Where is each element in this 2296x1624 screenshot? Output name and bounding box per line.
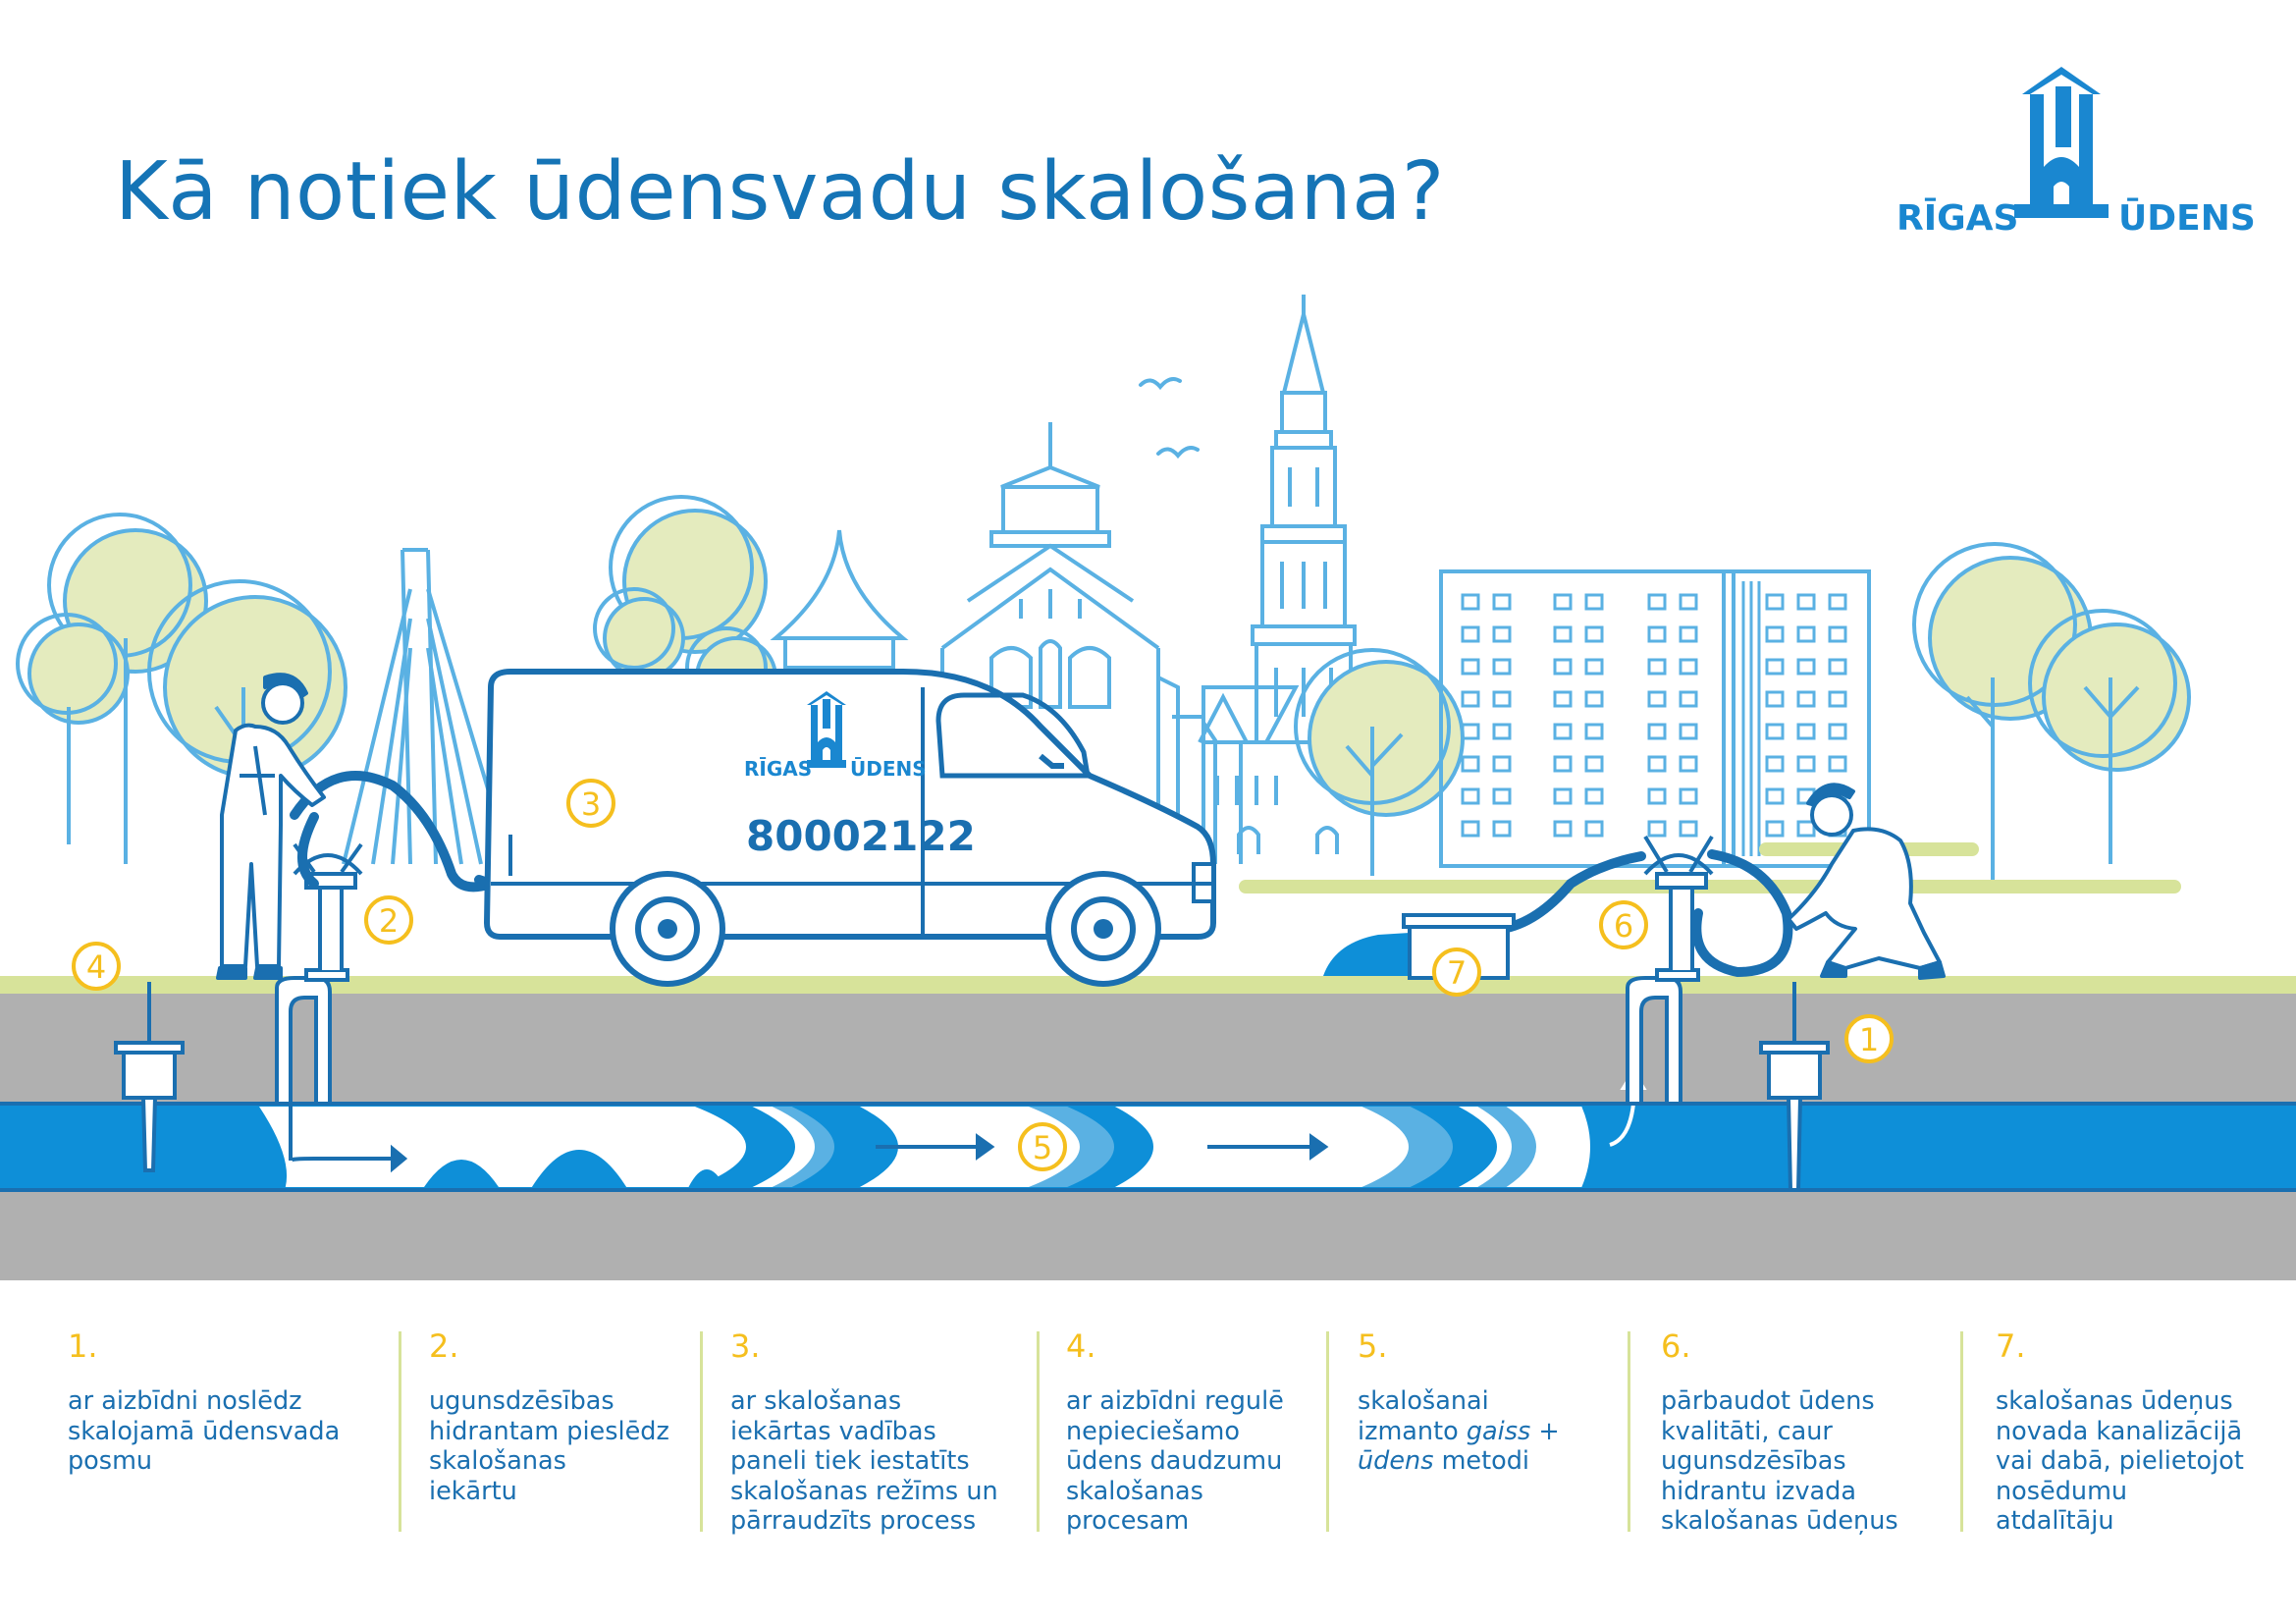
window-icon — [1830, 692, 1845, 706]
window-icon — [1494, 822, 1510, 836]
window-icon — [1463, 595, 1478, 609]
window-icon — [1586, 725, 1602, 738]
window-icon — [1555, 595, 1571, 609]
step-description: skalošanai izmanto gaiss + ūdens metodi — [1358, 1386, 1560, 1476]
window-icon — [1494, 757, 1510, 771]
window-icon — [1681, 692, 1696, 706]
bird-icon — [1141, 379, 1198, 456]
window-icon — [1649, 627, 1665, 641]
window-icon — [1463, 627, 1478, 641]
step-description: ar aizbīdni regulē nepieciešamo ūdens daudzumu skalošanas procesam — [1066, 1386, 1284, 1536]
step-marker-2 — [366, 897, 411, 943]
step-number: 7. — [1996, 1327, 2026, 1365]
window-icon — [1463, 692, 1478, 706]
ground-upper — [0, 994, 2296, 1104]
logo-text-right: ŪDENS — [2118, 198, 2256, 239]
step-description: ar skalošanas iekārtas vadības paneli tiek iestatīts skalošanas režīms un pārraudzīts process — [730, 1386, 998, 1536]
company-logo — [1896, 67, 2256, 239]
svg-text:3: 3 — [580, 785, 602, 823]
window-icon — [1555, 692, 1571, 706]
step-2 — [429, 1327, 669, 1506]
svg-text:7: 7 — [1446, 954, 1468, 992]
window-icon — [1798, 692, 1814, 706]
window-icon — [1649, 822, 1665, 836]
window-icon — [1586, 789, 1602, 803]
window-icon — [1494, 660, 1510, 674]
window-icon — [1798, 822, 1814, 836]
window-icon — [1649, 725, 1665, 738]
svg-text:6: 6 — [1613, 907, 1634, 945]
window-icon — [1555, 789, 1571, 803]
window-icon — [1555, 757, 1571, 771]
step-marker-3 — [568, 781, 614, 826]
step-marker-5 — [1020, 1124, 1065, 1169]
window-icon — [1681, 757, 1696, 771]
step-5 — [1358, 1327, 1560, 1477]
window-icon — [1586, 660, 1602, 674]
window-icon — [1555, 725, 1571, 738]
step-1 — [68, 1327, 340, 1477]
window-icon — [1463, 660, 1478, 674]
window-icon — [1494, 725, 1510, 738]
window-icon — [1586, 757, 1602, 771]
step-7 — [1996, 1327, 2244, 1537]
window-icon — [1767, 757, 1783, 771]
window-icon — [1767, 725, 1783, 738]
window-icon — [1767, 692, 1783, 706]
window-icon — [1649, 660, 1665, 674]
step-marker-6 — [1601, 902, 1646, 947]
window-icon — [1586, 627, 1602, 641]
window-icon — [1649, 757, 1665, 771]
window-icon — [1767, 595, 1783, 609]
step-number: 3. — [730, 1327, 761, 1365]
window-icon — [1463, 822, 1478, 836]
window-icon — [1681, 725, 1696, 738]
window-icon — [1830, 627, 1845, 641]
step-number: 4. — [1066, 1327, 1096, 1365]
step-number: 5. — [1358, 1327, 1388, 1365]
van-logo-text-right: ŪDENS — [850, 757, 927, 781]
window-icon — [1649, 595, 1665, 609]
step-number: 1. — [68, 1327, 98, 1365]
apartment-windows — [1463, 581, 1845, 856]
step-description: skalošanas ūdeņus novada kanalizācijā vai dabā, pielietojot nosēdumu atdalītāju — [1996, 1386, 2244, 1536]
window-icon — [1830, 757, 1845, 771]
window-icon — [1767, 789, 1783, 803]
window-icon — [1830, 595, 1845, 609]
window-icon — [1463, 757, 1478, 771]
svg-text:4: 4 — [85, 948, 107, 986]
window-icon — [1649, 692, 1665, 706]
window-icon — [1798, 595, 1814, 609]
step-description: ugunsdzēsības hidrantam pieslēdz skalošanas iekārtu — [429, 1386, 669, 1506]
window-icon — [1494, 789, 1510, 803]
window-icon — [1586, 595, 1602, 609]
svg-text:1: 1 — [1858, 1021, 1880, 1058]
window-icon — [1463, 789, 1478, 803]
step-4 — [1066, 1327, 1284, 1537]
window-icon — [1555, 627, 1571, 641]
sediment-separator — [1323, 915, 1514, 978]
tree-icon — [1296, 650, 1463, 876]
steps-legend — [0, 1327, 2296, 1543]
window-icon — [1798, 725, 1814, 738]
window-icon — [1494, 595, 1510, 609]
step-marker-1 — [1846, 1016, 1892, 1061]
ground-lower — [0, 1190, 2296, 1280]
step-marker-7 — [1434, 949, 1479, 995]
step-3 — [730, 1327, 998, 1537]
tree-icon — [1914, 544, 2189, 884]
page-title: Kā notiek ūdensvadu skalošana? — [115, 145, 1445, 239]
step-number: 6. — [1661, 1327, 1691, 1365]
water-tower-logo-icon — [2014, 67, 2109, 218]
window-icon — [1681, 822, 1696, 836]
van-phone-number: 80002122 — [746, 812, 976, 860]
window-icon — [1798, 660, 1814, 674]
window-icon — [1494, 627, 1510, 641]
window-icon — [1586, 822, 1602, 836]
step-number: 2. — [429, 1327, 459, 1365]
svg-text:5: 5 — [1032, 1129, 1053, 1166]
svg-text:2: 2 — [378, 902, 400, 940]
van-logo-text-left: RĪGAS — [744, 757, 813, 781]
window-icon — [1494, 692, 1510, 706]
step-6 — [1661, 1327, 1898, 1537]
step-marker-4 — [74, 944, 119, 989]
window-icon — [1798, 627, 1814, 641]
window-icon — [1586, 692, 1602, 706]
window-icon — [1463, 725, 1478, 738]
window-icon — [1830, 725, 1845, 738]
window-icon — [1767, 660, 1783, 674]
window-icon — [1681, 789, 1696, 803]
window-icon — [1681, 595, 1696, 609]
window-icon — [1681, 627, 1696, 641]
window-icon — [1767, 627, 1783, 641]
service-van — [487, 672, 1213, 984]
step-description: pārbaudot ūdens kvalitāti, caur ugunsdzēsības hidrantu izvada skalošanas ūdeņus — [1661, 1386, 1898, 1536]
window-icon — [1681, 660, 1696, 674]
window-icon — [1555, 660, 1571, 674]
window-icon — [1649, 789, 1665, 803]
step-description: ar aizbīdni noslēdz skalojamā ūdensvada posmu — [68, 1386, 341, 1476]
window-icon — [1555, 822, 1571, 836]
window-icon — [1798, 757, 1814, 771]
logo-text-left: RĪGAS — [1896, 198, 2019, 239]
window-icon — [1830, 660, 1845, 674]
window-icon — [1767, 822, 1783, 836]
